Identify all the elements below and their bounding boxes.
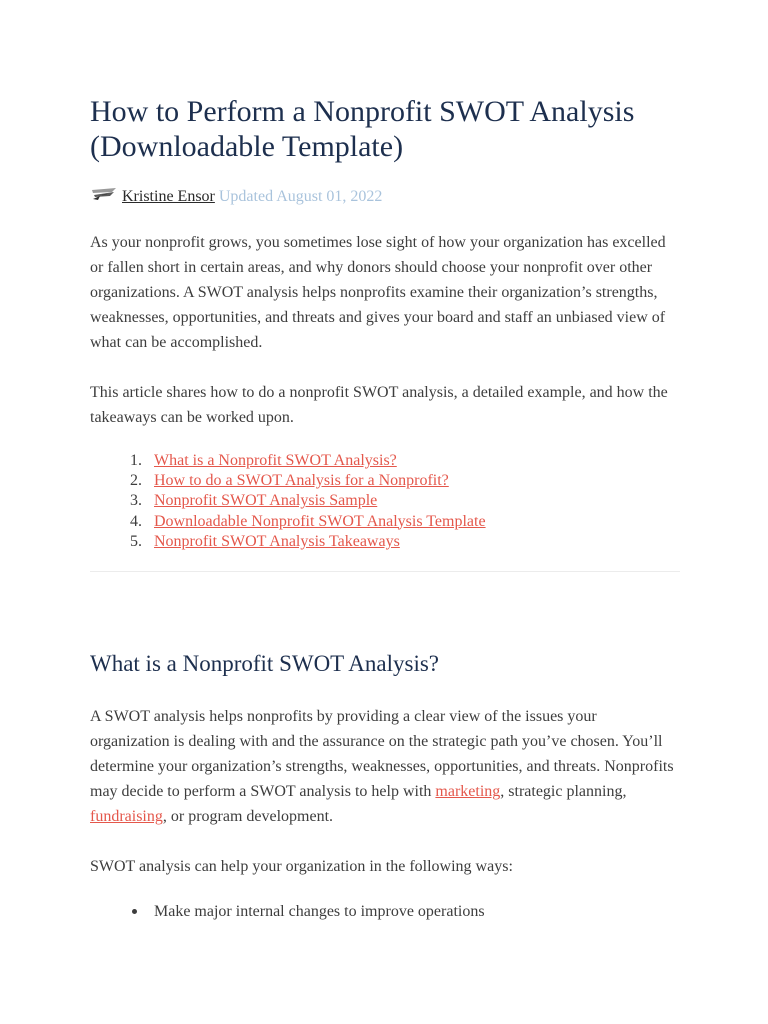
author-avatar: [90, 186, 118, 206]
fundraising-link[interactable]: fundraising: [90, 808, 163, 825]
list-item: Make major internal changes to improve operations: [154, 899, 485, 924]
updated-date: Updated August 01, 2022: [218, 188, 383, 205]
marketing-link[interactable]: marketing: [435, 783, 501, 800]
byline: [90, 186, 382, 208]
ways-intro: SWOT analysis can help your organization in the following ways:: [90, 858, 513, 875]
intro-paragraph: As your nonprofit grows, you sometimes lose sight of how your organization has excelled or fallen short in certain areas, and why donors should choose your nonprofit over other organizations. A SWOT analysis helps nonprofits examine their organization’s strengths, weaknesses, opportunities, and threats and gives your board and staff an unbiased view of what can be accomplished.: [90, 234, 666, 351]
table-of-contents: [90, 451, 486, 552]
toc-link[interactable]: Nonprofit SWOT Analysis Sample: [154, 492, 378, 510]
section-divider: [90, 571, 680, 572]
toc-link[interactable]: What is a Nonprofit SWOT Analysis?: [154, 452, 397, 469]
toc-item: [154, 532, 486, 552]
toc-link[interactable]: How to do a SWOT Analysis for a Nonprofit?: [154, 472, 449, 490]
article-title: How to Perform a Nonprofit SWOT Analysis (Downloadable Template): [90, 95, 635, 163]
toc-item: [154, 491, 486, 511]
author-link[interactable]: Kristine Ensor: [122, 188, 215, 205]
ways-list: [90, 899, 485, 924]
section-paragraph-start: A SWOT analysis helps nonprofits by providing a clear view of the issues your organization is dealing with and the assurance on the strategic path you’ve chosen. You’ll determine your organization’s strengths, weaknesses, opportunities, and threats. Nonprofits may decide to perform a SWOT analysis to help with: [90, 708, 674, 800]
section-paragraph-mid: , strategic planning,: [500, 783, 627, 800]
toc-item: [154, 471, 486, 491]
toc-item: [154, 451, 486, 471]
section-paragraph-end: , or program development.: [162, 808, 334, 825]
summary-paragraph: This article shares how to do a nonprofit SWOT analysis, a detailed example, and how the takeaways can be worked upon.: [90, 384, 668, 426]
section-paragraph: [90, 704, 680, 829]
toc-link[interactable]: Downloadable Nonprofit SWOT Analysis Template: [154, 512, 486, 530]
toc-link[interactable]: Nonprofit SWOT Analysis Takeaways: [154, 532, 400, 550]
section-heading: What is a Nonprofit SWOT Analysis?: [90, 651, 439, 676]
toc-item: [154, 512, 486, 532]
